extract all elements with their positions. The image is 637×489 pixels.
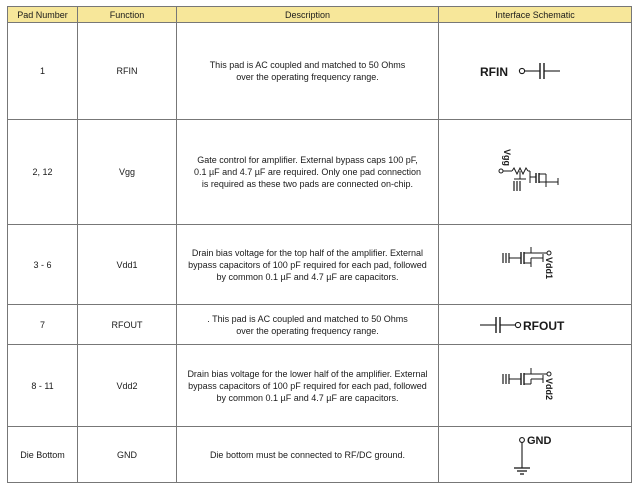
pad-number-cell: 7	[8, 305, 78, 345]
schematic-label: GND	[527, 434, 552, 447]
table-row	[8, 427, 632, 483]
description-cell	[177, 120, 439, 225]
function-cell: Vgg	[78, 120, 177, 225]
schematic-label: Vdd1	[544, 256, 554, 279]
function-cell: GND	[78, 427, 177, 483]
vdd1-schematic-icon	[495, 243, 575, 287]
description-cell	[177, 305, 439, 345]
description-cell	[177, 23, 439, 120]
function-cell: Vdd1	[78, 225, 177, 305]
gnd-schematic-icon	[500, 432, 570, 478]
function-cell: RFIN	[78, 23, 177, 120]
schematic-cell	[439, 427, 632, 483]
schematic-cell	[439, 345, 632, 427]
description-text: Gate control for amplifier. External bypass caps 100 pF, 0.1 µF and 4.7 µF are required. Only one pad connection is required as these two pads are connected on-chip.	[193, 155, 421, 189]
description-text: This pad is AC coupled and matched to 50 Ohms over the operating frequency range.	[209, 60, 406, 82]
header-interface-schematic: Interface Schematic	[439, 7, 632, 23]
vgg-schematic-icon	[490, 147, 580, 197]
vdd2-schematic-icon	[495, 364, 575, 408]
pad-number-cell: Die Bottom	[8, 427, 78, 483]
pad-number-cell: 3 - 6	[8, 225, 78, 305]
function-cell: RFOUT	[78, 305, 177, 345]
schematic-label: RFIN	[480, 65, 508, 79]
description-cell	[177, 427, 439, 483]
function-cell: Vdd2	[78, 345, 177, 427]
rfin-schematic-icon	[480, 60, 590, 82]
table-row	[8, 225, 632, 305]
table-row	[8, 345, 632, 427]
description-text: Die bottom must be connected to RF/DC ground.	[209, 449, 406, 460]
pad-number-cell: 8 - 11	[8, 345, 78, 427]
table-row	[8, 120, 632, 225]
schematic-label: Vdd2	[544, 377, 554, 400]
header-pad-number: Pad Number	[8, 7, 78, 23]
schematic-label: RFOUT	[523, 318, 565, 333]
description-cell	[177, 225, 439, 305]
description-cell	[177, 345, 439, 427]
schematic-label: Vgg	[502, 149, 512, 166]
table-row	[8, 305, 632, 345]
description-text: Drain bias voltage for the top half of the amplifier. External bypass capacitors of 100 pF required for each pad, followed by common 0.1 µF and 4.7 µF are capacitors.	[188, 247, 427, 282]
schematic-cell	[439, 120, 632, 225]
pad-number-cell: 1	[8, 23, 78, 120]
rfout-schematic-icon	[480, 314, 590, 336]
header-description: Description	[177, 7, 439, 23]
schematic-cell	[439, 225, 632, 305]
description-text: Drain bias voltage for the lower half of the amplifier. External bypass capacitors of 100 pF required for each pad, followed by common 0.1 µF and 4.7 µF are capacitors.	[187, 368, 428, 403]
header-row	[8, 7, 632, 23]
table-row	[8, 23, 632, 120]
schematic-cell	[439, 23, 632, 120]
description-text: . This pad is AC coupled and matched to 50 Ohms over the operating frequency range.	[207, 313, 408, 336]
header-function: Function	[78, 7, 177, 23]
schematic-cell	[439, 305, 632, 345]
pad-number-cell: 2, 12	[8, 120, 78, 225]
pad-description-table	[7, 6, 632, 483]
